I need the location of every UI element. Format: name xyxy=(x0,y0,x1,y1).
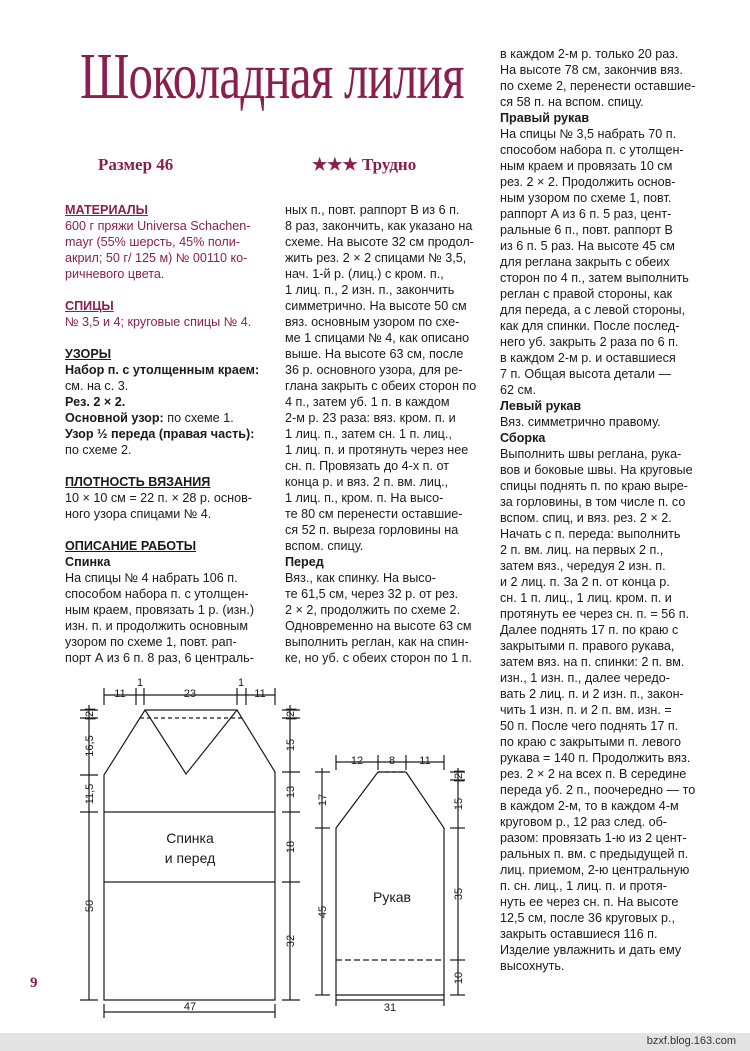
text-line: Выполнить швы реглана, рука- xyxy=(500,447,682,461)
text-line: ральных п. вм. с предыдущей п. xyxy=(500,847,689,861)
right-sleeve-title: Правый рукав xyxy=(500,111,590,125)
text-line: нач. 1-й р. (лиц.) с кром. п., xyxy=(285,267,444,281)
text-line: те 80 см перенести оставшие- xyxy=(285,507,463,521)
sleeve-label: Рукав xyxy=(373,889,411,905)
needles-heading: СПИЦЫ xyxy=(65,299,114,313)
text-line: изн. п. и продолжить основным xyxy=(65,619,248,633)
text-line: ке, но уб. с обеих сторон по 1 п. xyxy=(285,651,472,665)
description-heading: ОПИСАНИЕ РАБОТЫ xyxy=(65,539,197,553)
assembly-title: Сборка xyxy=(500,431,546,445)
text-line: выше. На высоте 63 см, после xyxy=(285,347,464,361)
text-line: сн. п. Провязать до 4-х п. от xyxy=(285,459,449,473)
size-label: Размер 46 xyxy=(98,155,174,174)
text-line: для реглана закрыть с обеих xyxy=(500,255,670,269)
text-line: 1 лиц. п., затем сн. 1 п. лиц., xyxy=(285,427,452,441)
dim-label: 13 xyxy=(285,785,297,799)
text-line: симметрично. На высоте 50 см xyxy=(285,299,467,313)
text-line: в каждом 2-м, то в каждом 4-м xyxy=(500,799,679,813)
text-line: раппорт А из 6 п. 5 раз, цент- xyxy=(500,207,672,221)
text-line: п. сн. лиц., 1 лиц. п. и протя- xyxy=(500,879,667,893)
text-line: 2 п. вм. лиц. на первых 2 п., xyxy=(500,543,664,557)
column-1 xyxy=(65,202,275,666)
text-line: ного узора спицами № 4. xyxy=(65,507,212,521)
text-line: вспом. спицу. xyxy=(285,539,364,553)
pattern-text: по схеме 1. xyxy=(163,411,234,425)
text-line: в каждом 2-м р. и оставшиеся xyxy=(500,351,676,365)
text-line: ным узором по схеме 1, повт. xyxy=(500,191,672,205)
text-line: порт А из 6 п. 8 раз, 6 централь- xyxy=(65,651,254,665)
sleeve-outline xyxy=(336,772,444,995)
page-number: 9 xyxy=(30,975,38,991)
text-line: На спицы № 3,5 набрать 70 п. xyxy=(500,127,677,141)
pattern-text: по схеме 2. xyxy=(65,443,132,457)
dim-label: 16,5 xyxy=(84,735,96,757)
needles-text: № 3,5 и 4; круговые спицы № 4. xyxy=(65,315,252,329)
text-line: как для спинки. После послед- xyxy=(500,319,680,333)
dim-label: 18 xyxy=(285,840,297,854)
dim-label: 11 xyxy=(114,688,126,700)
dim-label: 50 xyxy=(84,899,96,913)
text-line: Вяз. симметрично правому. xyxy=(500,415,661,429)
dim-label: 1 xyxy=(237,677,245,689)
text-line: 1 лиц. п., кром. п. На высо- xyxy=(285,491,444,505)
text-line: 2-м р. 23 раза: вяз. кром. п. и xyxy=(285,411,456,425)
dim-label: 45 xyxy=(317,905,329,919)
text-line: ся 52 п. выреза горловины на xyxy=(285,523,459,537)
dim-label: 11 xyxy=(254,688,266,700)
text-line: 600 г пряжи Universa Schachen- xyxy=(65,219,251,233)
gauge-heading: ПЛОТНОСТЬ ВЯЗАНИЯ xyxy=(65,475,211,489)
text-line: те 61,5 см, через 32 р. от рез. xyxy=(285,587,459,601)
dim-label: [2] xyxy=(285,707,297,721)
column-2 xyxy=(285,202,493,666)
text-line: затем вяз., чередуя 2 изн. п. xyxy=(500,559,666,573)
dim-label: [2] xyxy=(453,769,465,783)
text-line: ме 1 спицами № 4, как описано xyxy=(285,331,470,345)
text-line: схеме. На высоте 32 см продол- xyxy=(285,235,474,249)
text-line: протянуть ее через сн. п. = 56 п. xyxy=(500,607,690,621)
dim-label: 35 xyxy=(453,887,465,901)
pattern-text: см. на с. 3. xyxy=(65,379,129,393)
text-line: Одновременно на высоте 63 см xyxy=(285,619,472,633)
text-line: 2 × 2, продолжить по схеме 2. xyxy=(285,603,461,617)
text-line: вать 2 лиц. п. и 2 изн. п., закон- xyxy=(500,687,684,701)
text-line: конца р. и вяз. 2 п. вм. лиц., xyxy=(285,475,449,489)
text-line: 10 × 10 см = 22 п. × 28 р. основ- xyxy=(65,491,253,505)
text-line: жить рез. 2 × 2 спицами № 3,5, xyxy=(285,251,467,265)
text-line: 1 лиц. п., 2 изн. п., закончить xyxy=(285,283,455,297)
pattern-label: Набор п. с утолщенным краем: xyxy=(65,363,260,377)
difficulty-label: ★★★ Трудно xyxy=(312,155,417,174)
text-line: рез. 2 × 2. Продолжить основ- xyxy=(500,175,676,189)
text-line: ся 58 п. на вспом. спицу. xyxy=(500,95,644,109)
text-line: разом: провязать 1-ю из 2 цент- xyxy=(500,831,687,845)
text-line: чить 1 изн. п. и 2 п. вм. изн. = xyxy=(500,703,672,717)
dim-label: 11 xyxy=(419,755,431,767)
text-line: узором по схеме 1, повт. рап- xyxy=(65,635,237,649)
text-line: mayr (55% шерсть, 45% поли- xyxy=(65,235,240,249)
body-label-1: Спинка xyxy=(166,830,214,846)
text-line: вспом. спиц, и вяз. рез. 2 × 2. xyxy=(500,511,672,525)
dim-label: 31 xyxy=(383,1002,397,1014)
text-line: ричневого цвета. xyxy=(65,267,165,281)
text-line: и 2 лиц. п. За 2 п. от конца р. xyxy=(500,575,670,589)
text-line: в каждом 2-м р. только 20 раз. xyxy=(500,47,679,61)
dim-label: [2] xyxy=(84,707,96,721)
dim-label: 1 xyxy=(136,677,144,689)
text-line: нуть ее через сн. п. На высоте xyxy=(500,895,679,909)
text-line: ральные 6 п., повт. раппорт В xyxy=(500,223,673,237)
page-title: Шоколадная лилия xyxy=(80,40,464,113)
patterns-heading: УЗОРЫ xyxy=(65,347,112,361)
text-line: рукава = 140 п. Продолжить вяз. xyxy=(500,751,691,765)
text-line: На спицы № 4 набрать 106 п. xyxy=(65,571,238,585)
dim-label: 15 xyxy=(453,797,465,811)
text-line: спицы поднять п. по краю выре- xyxy=(500,479,688,493)
back-title: Спинка xyxy=(65,555,111,569)
text-line: затем вяз. на п. спинки: 2 п. вм. xyxy=(500,655,685,669)
text-line: способом набора п. с утолщен- xyxy=(500,143,684,157)
text-line: из 6 п. 5 раз. На высоте 45 см xyxy=(500,239,675,253)
column-3 xyxy=(500,46,700,974)
text-line: за горловины, в том числе п. со xyxy=(500,495,686,509)
text-line: 12,5 см, после 36 круговых р., xyxy=(500,911,675,925)
text-line: сн. 1 п. лиц., 1 лиц. кром. п. и xyxy=(500,591,672,605)
text-line: высохнуть. xyxy=(500,959,565,973)
front-title: Перед xyxy=(285,555,324,569)
dim-label: 12 xyxy=(350,755,364,767)
text-line: ным краем и провязать 10 см xyxy=(500,159,673,173)
text-line: реглан с правой стороны, как xyxy=(500,287,673,301)
dim-label: 11,5 xyxy=(84,783,96,805)
dim-label: 47 xyxy=(183,1001,197,1013)
materials-text xyxy=(65,218,275,282)
text-line: сторон по 4 п., затем выполнить xyxy=(500,271,689,285)
text-line: глана закрыть с обеих сторон по xyxy=(285,379,477,393)
materials-heading: МАТЕРИАЛЫ xyxy=(65,203,148,217)
text-line: рез. 2 × 2 на всех п. В середине xyxy=(500,767,687,781)
left-sleeve-title: Левый рукав xyxy=(500,399,582,413)
dim-label: 10 xyxy=(453,971,465,985)
text-line: Изделие увлажнить и дать ему xyxy=(500,943,682,957)
body-label-2: и перед xyxy=(164,850,216,866)
text-line: 8 раз, закончить, как указано на xyxy=(285,219,473,233)
text-line: вяз. основным узором по схе- xyxy=(285,315,460,329)
text-line: Далее поднять 17 п. по краю с xyxy=(500,623,679,637)
text-line: 50 п. После чего поднять 17 п. xyxy=(500,719,679,733)
pattern-schematic xyxy=(0,670,500,1030)
dim-label: 15 xyxy=(285,738,297,752)
dim-label: 8 xyxy=(388,755,396,767)
text-line: 7 п. Общая высота детали — xyxy=(500,367,672,381)
text-line: выполнить реглан, как на спин- xyxy=(285,635,469,649)
text-line: 4 п., затем уб. 1 п. в каждом xyxy=(285,395,450,409)
site-watermark: bzxf.blog.163.com xyxy=(646,1035,736,1047)
text-line: Начать с п. переда: выполнить xyxy=(500,527,681,541)
pattern-label: Рез. 2 × 2. xyxy=(65,395,126,409)
dim-label: 17 xyxy=(317,793,329,807)
text-line: лиц. приемом, 2-ю центральную xyxy=(500,863,690,877)
text-line: 1 лиц. п. и протянуть через нее xyxy=(285,443,469,457)
text-line: способом набора п. с утолщен- xyxy=(65,587,249,601)
text-line: Вяз., как спинку. На высо- xyxy=(285,571,436,585)
pattern-label: Основной узор: xyxy=(65,411,164,425)
text-line: него уб. закрыть 2 раза по 6 п. xyxy=(500,335,679,349)
text-line: На высоте 78 см, закончив вяз. xyxy=(500,63,683,77)
dim-label: 32 xyxy=(285,934,297,948)
text-line: ным краем, провязать 1 р. (изн.) xyxy=(65,603,255,617)
text-line: по краю с закрытыми п. левого xyxy=(500,735,681,749)
text-line: закрытыми п. правого рукава, xyxy=(500,639,675,653)
text-line: круговом р., 12 раз след. об- xyxy=(500,815,667,829)
text-line: 36 р. основного узора, для ре- xyxy=(285,363,463,377)
text-line: для переда, а с левой стороны, xyxy=(500,303,686,317)
text-line: по схеме 2, перенести оставшие- xyxy=(500,79,696,93)
text-line: 62 см. xyxy=(500,383,536,397)
neckline-lines xyxy=(145,710,237,774)
dim-label: 23 xyxy=(183,688,197,700)
text-line: закрыть оставшиеся 116 п. xyxy=(500,927,658,941)
pattern-label: Узор ½ переда (правая часть): xyxy=(65,427,255,441)
text-line: акрил; 50 г/ 125 м) № 00110 ко- xyxy=(65,251,248,265)
text-line: изн., 1 изн. п., далее чередо- xyxy=(500,671,670,685)
text-line: вов и боковые швы. На круговые xyxy=(500,463,693,477)
footer-bar xyxy=(0,1033,750,1051)
text-line: переда уб. 2 п., поочередно — то xyxy=(500,783,696,797)
text-line: ных п., повт. раппорт В из 6 п. xyxy=(285,203,460,217)
